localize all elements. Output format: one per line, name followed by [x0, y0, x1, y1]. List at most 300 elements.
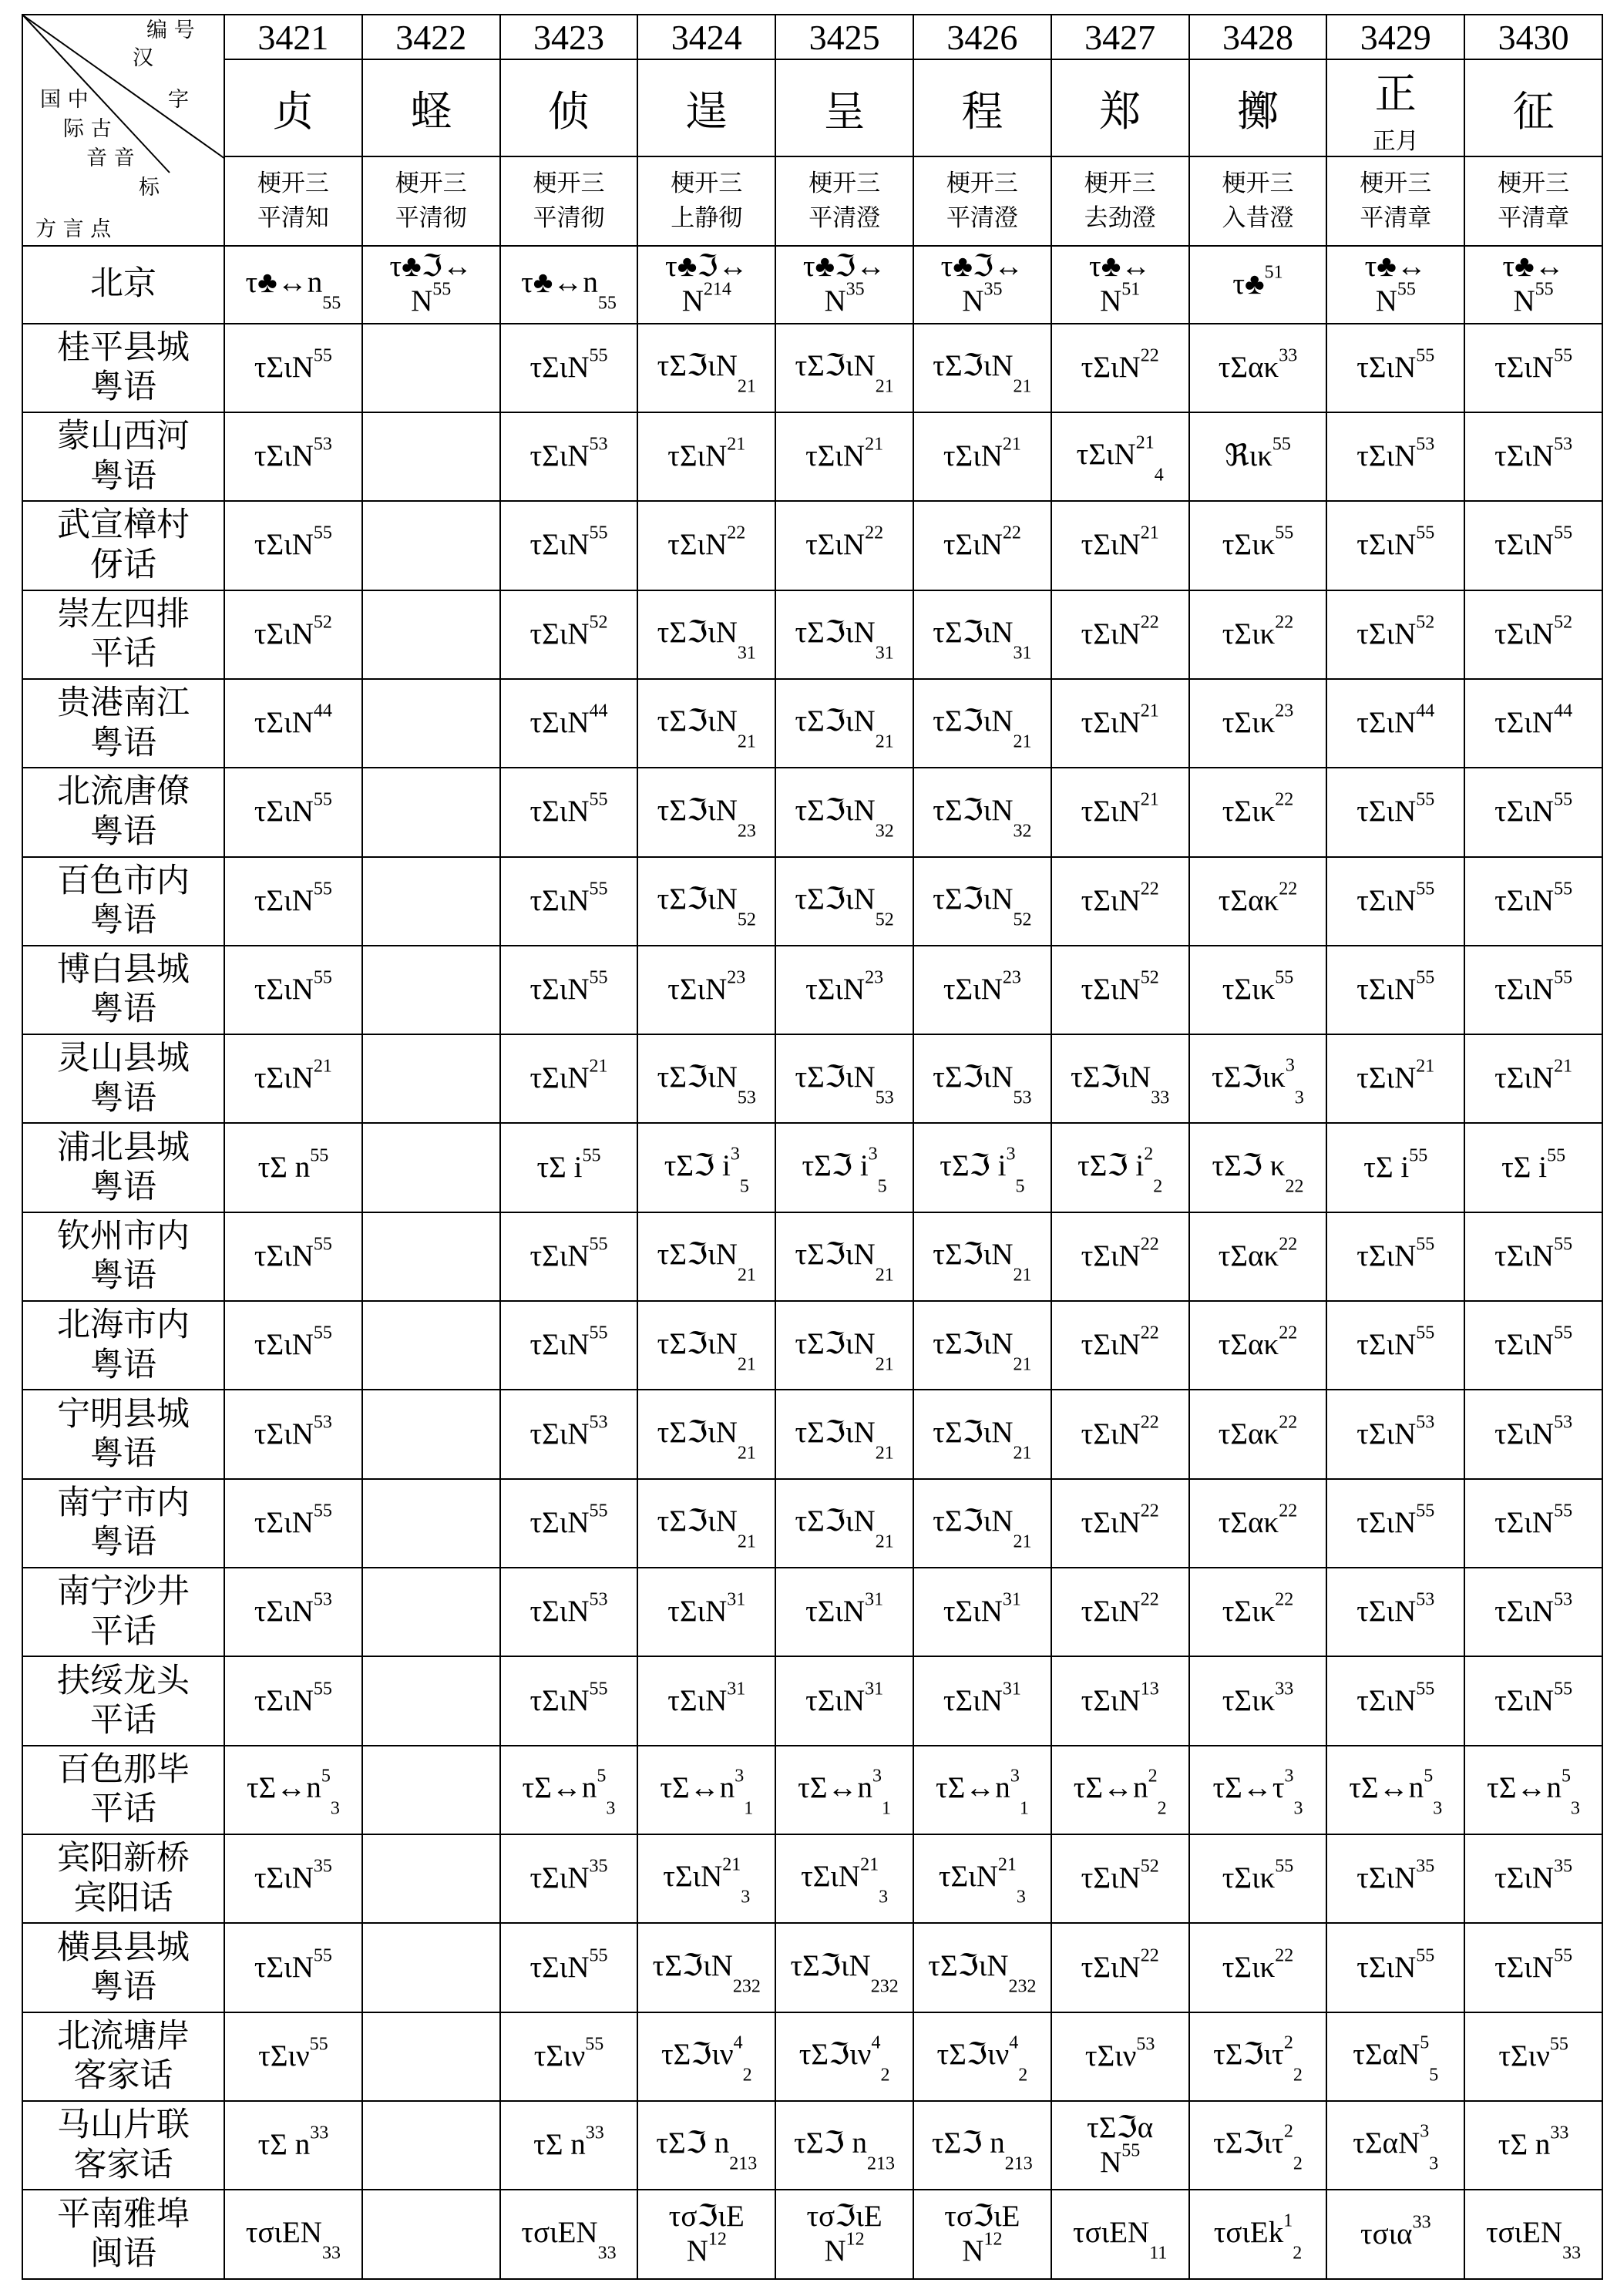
tone-superscript: 21 [589, 1057, 608, 1077]
ipa-text: τσℑιE [668, 2200, 745, 2234]
tone-superscript: 55 [1554, 1323, 1573, 1343]
pronunciation-cell [224, 501, 362, 590]
pronunciation-cell [362, 1123, 500, 1212]
ipa-text: τΣℑα [1087, 2110, 1154, 2144]
pronunciation-cell [1189, 2190, 1327, 2279]
tone-superscript: 23 [727, 967, 746, 988]
pronunciation-cell [1189, 946, 1327, 1034]
pronunciation-cell [362, 1746, 500, 1834]
ipa-text: τΣικ [1222, 528, 1276, 562]
dialect-point-name: 北京 [90, 264, 156, 304]
ipa-text: τΣιN [1494, 706, 1555, 740]
ipa-text: τΣ↔τ [1212, 1771, 1285, 1805]
ipa-text: τΣιN [1494, 1061, 1555, 1095]
ipa-text: τΣιN [529, 883, 590, 917]
pronunciation-cell [637, 501, 775, 590]
tone-superscript: 52 [1416, 612, 1435, 633]
pronunciation-cell [362, 2012, 500, 2101]
ipa-text: τ♣ℑ↔ [940, 250, 1024, 284]
ipa-text: τΣιN [529, 1061, 590, 1095]
pronunciation-cell [224, 1568, 362, 1656]
tone-superscript: 44 [589, 701, 608, 721]
dialect-point-cell [22, 1746, 224, 1834]
tone-subscript: 3 [1433, 1798, 1443, 1819]
pronunciation-cell [362, 1656, 500, 1745]
ipa-text: τΣ n [257, 2128, 311, 2162]
pronunciation-cell [637, 1923, 775, 2012]
ipa-text: τΣιN [254, 1595, 314, 1629]
tone-subscript: 21 [1013, 1443, 1032, 1464]
ipa-text: τ♣↔ [1089, 250, 1151, 284]
column-number: 3425 [775, 15, 913, 59]
ipa-text: τΣℑ i [664, 1148, 731, 1182]
dialect-point-name: 博白县城 [57, 950, 190, 989]
pronunciation-cell [1051, 1746, 1189, 1834]
column-character [362, 59, 500, 156]
tone-superscript: 44 [1554, 701, 1573, 721]
dialect-type: 平话 [90, 1701, 156, 1740]
pronunciation-cell [224, 1479, 362, 1568]
tone-superscript: 35 [313, 1856, 332, 1877]
ipa-text: τΣιN [938, 1860, 998, 1894]
tone-subscript: 3 [741, 1888, 751, 1908]
pronunciation-cell [1189, 2101, 1327, 2190]
ipa-text: τΣℑιN [657, 704, 738, 738]
header-number-row [22, 15, 1602, 59]
tone-superscript: 22 [1140, 1589, 1159, 1610]
ipa-text: τΣιN [254, 883, 314, 917]
ipa-text: τΣℑιN [795, 793, 876, 827]
pronunciation-cell [362, 1923, 500, 2012]
ipa-text-line-2: N [824, 284, 846, 318]
ipa-text: τΣιN [254, 1328, 314, 1362]
pronunciation-cell [362, 2190, 500, 2279]
tone-superscript: 55 [1416, 1323, 1435, 1343]
ipa-text: τΣ i [1363, 1150, 1410, 1184]
ipa-text: τΣℑ i [1077, 1148, 1145, 1182]
column-middle-chinese [362, 156, 500, 246]
tone-superscript: 55 [589, 345, 608, 366]
ipa-text: τΣιN [529, 1861, 590, 1895]
tone-superscript: 33 [1550, 2123, 1569, 2143]
dialect-type: 客家话 [73, 2056, 173, 2096]
tone-subscript: 21 [1013, 731, 1032, 752]
ipa-text: τΣιN [529, 617, 590, 650]
column-middle-chinese [500, 156, 638, 246]
tone-superscript: 31 [865, 1679, 884, 1699]
tone-superscript: 55 [585, 2034, 604, 2055]
tone-superscript: 22 [1140, 612, 1159, 633]
pronunciation-cell [500, 1212, 638, 1301]
column-number: 3424 [637, 15, 775, 59]
dialect-type: 粤语 [90, 1968, 156, 2007]
ipa-text: τΣℑιN [1071, 1060, 1151, 1094]
ipa-text: τΣιN [1356, 439, 1417, 473]
ipa-text: τΣιN [1494, 1417, 1555, 1451]
table-row [22, 1834, 1602, 1923]
tone-superscript: 3 [872, 1766, 882, 1787]
character-glyph: 擲 [1236, 86, 1279, 136]
tone-subscript: 31 [875, 643, 894, 664]
corner-label-number: 编 号 [146, 18, 195, 42]
dialect-point-cell [22, 1923, 224, 2012]
ipa-text: τΣακ [1218, 1239, 1279, 1273]
pronunciation-cell [500, 1834, 638, 1923]
pronunciation-cell [362, 1212, 500, 1301]
ipa-text: τΣ↔n [246, 1771, 321, 1805]
dialect-type: 粤语 [90, 901, 156, 940]
tone-superscript: 2 [1283, 2122, 1293, 2143]
dialect-point-name: 北流塘岸 [57, 2016, 190, 2056]
dialect-point-cell [22, 590, 224, 679]
dialect-point-cell [22, 246, 224, 324]
ipa-text: τΣιN [805, 439, 866, 473]
tone-subscript: 32 [1013, 821, 1032, 842]
dialect-type: 粤语 [90, 1434, 156, 1474]
ipa-text: τΣιN [529, 1950, 590, 1984]
ipa-text: τΣιN [805, 528, 866, 562]
ipa-text: τΣιN [1356, 1061, 1417, 1095]
table-body [22, 246, 1602, 2279]
tone-subscript: 3 [879, 1888, 889, 1908]
tone-superscript: 22 [1279, 1323, 1298, 1343]
tone-superscript: 51 [1264, 262, 1283, 283]
ipa-text: τΣιN [1356, 1328, 1417, 1362]
middle-chinese-line-1: 梗开三 [533, 170, 605, 198]
pronunciation-cell [1464, 768, 1602, 856]
pronunciation-cell [224, 1390, 362, 1478]
table-row [22, 246, 1602, 324]
tone-superscript: 21 [1140, 701, 1159, 721]
tone-subscript: 5 [877, 1176, 887, 1197]
ipa-text: τΣιN [943, 1595, 1003, 1629]
pronunciation-cell [1189, 1390, 1327, 1478]
tone-superscript: 22 [1140, 1501, 1159, 1521]
tone-subscript: 1 [882, 1798, 892, 1819]
pronunciation-cell [1189, 1834, 1327, 1923]
ipa-text: τΣιN [254, 617, 314, 650]
column-character [224, 59, 362, 156]
pronunciation-cell [1189, 768, 1327, 856]
table-row [22, 768, 1602, 856]
pronunciation-cell [362, 679, 500, 768]
ipa-text: τΣιN [1081, 1506, 1141, 1540]
dialect-type: 粤语 [90, 1078, 156, 1118]
tone-superscript: 3 [1010, 1766, 1020, 1787]
ipa-text: τΣιN [529, 1417, 590, 1451]
tone-superscript: 31 [1002, 1679, 1021, 1699]
character-glyph: 郑 [1099, 86, 1141, 136]
tone-subscript: 21 [1013, 1531, 1032, 1552]
tone-superscript: 5 [1420, 2032, 1430, 2053]
pronunciation-cell [775, 1834, 913, 1923]
ipa-text: τΣικ [1222, 1950, 1276, 1984]
tone-superscript: 21 [997, 1855, 1017, 1876]
dialect-point-name: 北海市内 [57, 1306, 190, 1345]
tone-superscript: 22 [1275, 1589, 1294, 1610]
tone-subscript: 5 [1429, 2065, 1439, 2086]
pronunciation-cell [775, 1568, 913, 1656]
pronunciation-cell [362, 1568, 500, 1656]
pronunciation-cell [1189, 1034, 1327, 1123]
ipa-text: τΣιN [1494, 350, 1555, 384]
tone-superscript: 22 [1140, 1323, 1159, 1343]
pronunciation-cell [913, 857, 1051, 946]
ipa-text: τΣιN [943, 528, 1003, 562]
tone-subscript: 3 [1294, 1087, 1304, 1108]
pronunciation-cell [1326, 1212, 1464, 1301]
middle-chinese-line-1: 梗开三 [1498, 170, 1570, 198]
ipa-text: τΣιN [254, 1683, 314, 1717]
dialect-point-name: 宾阳新桥 [57, 1839, 190, 1878]
ipa-text: τΣιN [1081, 617, 1141, 650]
ipa-text: τΣℑιN [652, 1948, 733, 1982]
table-row [22, 1301, 1602, 1390]
pronunciation-cell [637, 1301, 775, 1390]
middle-chinese-line-2: 平清彻 [533, 204, 605, 232]
dialect-point-cell [22, 2101, 224, 2190]
column-character [637, 59, 775, 156]
dialect-point-cell [22, 2190, 224, 2279]
ipa-text: τΣικ [1222, 706, 1276, 740]
pronunciation-cell [500, 857, 638, 946]
ipa-text: τΣℑικ [1212, 1060, 1286, 1094]
tone-superscript: 55 [1554, 879, 1573, 899]
tone-subscript: 32 [875, 821, 894, 842]
tone-subscript: 3 [606, 1798, 616, 1819]
character-glyph: 程 [961, 86, 1003, 136]
tone-superscript: 55 [1121, 2140, 1141, 2161]
header-middle-chinese-row [22, 156, 1602, 246]
tone-subscript: 2 [1153, 1176, 1163, 1197]
tone-superscript: 31 [727, 1589, 746, 1610]
tone-subscript: 2 [1293, 2154, 1303, 2175]
pronunciation-cell [1326, 2190, 1464, 2279]
character-glyph: 呈 [823, 86, 866, 136]
pronunciation-cell [1051, 2101, 1189, 2190]
ipa-text: τΣιN [1356, 1239, 1417, 1273]
ipa-text: τΣιN [663, 1860, 723, 1894]
ipa-text: τΣ↔n [1073, 1771, 1148, 1805]
ipa-text: τΣιN [1076, 438, 1136, 472]
pronunciation-cell [500, 946, 638, 1034]
pronunciation-cell [775, 768, 913, 856]
ipa-text: τΣιN [1081, 1683, 1141, 1717]
pronunciation-cell [1464, 1656, 1602, 1745]
pronunciation-cell [224, 1746, 362, 1834]
ipa-text: τΣιN [1494, 1328, 1555, 1362]
pronunciation-cell [913, 946, 1051, 1034]
tone-subscript: 21 [737, 1265, 756, 1286]
tone-superscript: 52 [313, 612, 332, 633]
ipa-text: τΣιN [1356, 1595, 1417, 1629]
tone-superscript: 33 [585, 2123, 604, 2143]
ipa-text: τΣακ [1218, 1506, 1279, 1540]
tone-subscript: 21 [737, 1443, 756, 1464]
pronunciation-cell [1464, 1212, 1602, 1301]
tone-subscript: 2 [1018, 2065, 1028, 2086]
pronunciation-cell [500, 324, 638, 412]
ipa-text: τΣιN [529, 1595, 590, 1629]
pronunciation-cell [637, 1834, 775, 1923]
tone-superscript: 51 [1121, 279, 1141, 300]
tone-subscript: 213 [867, 2154, 895, 2175]
tone-superscript: 21 [1002, 434, 1021, 455]
tone-superscript: 12 [845, 2229, 865, 2250]
pronunciation-cell [1464, 1301, 1602, 1390]
dialect-point-name: 扶绥龙头 [57, 1661, 190, 1700]
dialect-point-name: 崇左四排 [57, 594, 190, 634]
ipa-text: τΣιN [529, 1328, 590, 1362]
dialect-point-cell [22, 1034, 224, 1123]
corner-diagonals [23, 15, 224, 246]
tone-superscript: 33 [310, 2123, 329, 2143]
dialect-point-cell [22, 768, 224, 856]
dialect-point-cell [22, 324, 224, 412]
pronunciation-cell [500, 679, 638, 768]
ipa-text: τΣℑιN [795, 1504, 876, 1538]
ipa-text: τΣικ [1222, 1595, 1276, 1629]
dialect-type: 粤语 [90, 990, 156, 1029]
pronunciation-cell [500, 1123, 638, 1212]
tone-subscript: 33 [597, 2243, 617, 2264]
tone-superscript: 22 [1275, 612, 1294, 633]
column-character [1464, 59, 1602, 156]
character-glyph: 正 [1374, 69, 1417, 118]
column-middle-chinese [913, 156, 1051, 246]
dialect-point-cell [22, 857, 224, 946]
pronunciation-cell [1464, 1923, 1602, 2012]
dialect-point-cell [22, 1212, 224, 1301]
dialect-point-name: 灵山县城 [57, 1039, 190, 1078]
dialect-type: 粤语 [90, 1345, 156, 1384]
tone-superscript: 2 [1148, 1766, 1158, 1787]
ipa-text: τΣιN [1494, 795, 1555, 829]
tone-superscript: 55 [309, 2034, 328, 2055]
pronunciation-cell [362, 768, 500, 856]
ipa-text: τΣℑ n [794, 2126, 867, 2160]
pronunciation-cell [500, 412, 638, 501]
tone-superscript: 35 [1554, 1856, 1573, 1877]
ipa-text: τΣιN [1356, 1506, 1417, 1540]
tone-superscript: 22 [1140, 1234, 1159, 1255]
pronunciation-cell [1464, 1123, 1602, 1212]
tone-subscript: 21 [875, 1265, 894, 1286]
pronunciation-cell [1051, 679, 1189, 768]
ipa-text: τΣℑ i [940, 1148, 1007, 1182]
table-row [22, 679, 1602, 768]
column-character [1326, 59, 1464, 156]
middle-chinese-line-2: 平清彻 [395, 204, 467, 232]
tone-superscript: 53 [313, 1412, 332, 1433]
pronunciation-cell [775, 2101, 913, 2190]
pronunciation-cell [224, 679, 362, 768]
ipa-text: τΣιN [667, 528, 728, 562]
tone-subscript: 52 [737, 909, 756, 930]
pronunciation-cell [775, 1212, 913, 1301]
tone-subscript: 52 [875, 909, 894, 930]
pronunciation-cell [1326, 1746, 1464, 1834]
ipa-text: τΣℑιN [933, 1238, 1014, 1272]
tone-subscript: 232 [1008, 1976, 1037, 1997]
table-row [22, 501, 1602, 590]
pronunciation-cell [775, 412, 913, 501]
pronunciation-cell [775, 946, 913, 1034]
pronunciation-cell [637, 590, 775, 679]
middle-chinese-line-1: 梗开三 [946, 170, 1018, 198]
pronunciation-cell [637, 246, 775, 324]
dialect-point-name: 南宁沙井 [57, 1572, 190, 1612]
pronunciation-cell [637, 857, 775, 946]
ipa-text: τΣιN [529, 706, 590, 740]
table-row [22, 1479, 1602, 1568]
ipa-text: τΣικ [1222, 617, 1276, 650]
tone-superscript: 22 [1279, 879, 1298, 899]
middle-chinese-line-1: 梗开三 [257, 170, 329, 198]
tone-superscript: 55 [589, 1679, 608, 1699]
corner-label-dialect-point: 方 言 点 [35, 217, 112, 241]
tone-superscript: 3 [1285, 1055, 1295, 1076]
tone-superscript: 21 [313, 1057, 332, 1077]
ipa-text: τΣιN [1494, 1861, 1555, 1895]
pronunciation-cell [637, 768, 775, 856]
tone-superscript: 53 [1136, 2034, 1155, 2055]
pronunciation-cell [775, 1034, 913, 1123]
pronunciation-cell [637, 1212, 775, 1301]
pronunciation-cell [224, 246, 362, 324]
ipa-text: τΣιN [529, 973, 590, 1007]
column-character [500, 59, 638, 156]
tone-superscript: 55 [1397, 279, 1416, 300]
ipa-text: τΣℑιN [933, 1060, 1014, 1094]
tone-superscript: 35 [845, 279, 865, 300]
dialect-point-name: 南宁市内 [57, 1483, 190, 1522]
tone-subscript: 23 [737, 821, 756, 842]
dialect-point-name: 北流唐僚 [57, 772, 190, 812]
table-row [22, 1212, 1602, 1301]
dialect-point-cell [22, 946, 224, 1034]
tone-superscript: 55 [313, 1945, 332, 1966]
pronunciation-cell [1326, 1834, 1464, 1923]
tone-superscript: 53 [1416, 1412, 1435, 1433]
pronunciation-cell [1189, 501, 1327, 590]
pronunciation-cell [775, 1656, 913, 1745]
ipa-text-line-2: N [1375, 284, 1397, 318]
pronunciation-cell [913, 2190, 1051, 2279]
ipa-text: τΣℑ n [931, 2126, 1005, 2160]
corner-label-zi: 字 [168, 88, 189, 112]
pronunciation-cell [1189, 1923, 1327, 2012]
pronunciation-cell [775, 590, 913, 679]
ipa-text: τΣιν [1084, 2039, 1137, 2072]
pronunciation-cell [637, 1746, 775, 1834]
tone-superscript: 55 [1547, 1145, 1566, 1166]
table-row [22, 946, 1602, 1034]
ipa-text: τΣιN [1081, 795, 1141, 829]
ipa-text: τΣℑιN [933, 1415, 1014, 1449]
pronunciation-cell [775, 857, 913, 946]
middle-chinese-line-2: 平清章 [1498, 204, 1570, 232]
ipa-text-line-2: N [411, 284, 433, 318]
tone-superscript: 55 [582, 1145, 601, 1166]
dialect-type: 平话 [90, 634, 156, 674]
table-row [22, 1034, 1602, 1123]
pronunciation-cell [1464, 857, 1602, 946]
dialect-type: 粤语 [90, 1523, 156, 1562]
tone-subscript: 33 [1562, 2243, 1582, 2264]
pronunciation-cell [775, 1390, 913, 1478]
pronunciation-cell [362, 1834, 500, 1923]
